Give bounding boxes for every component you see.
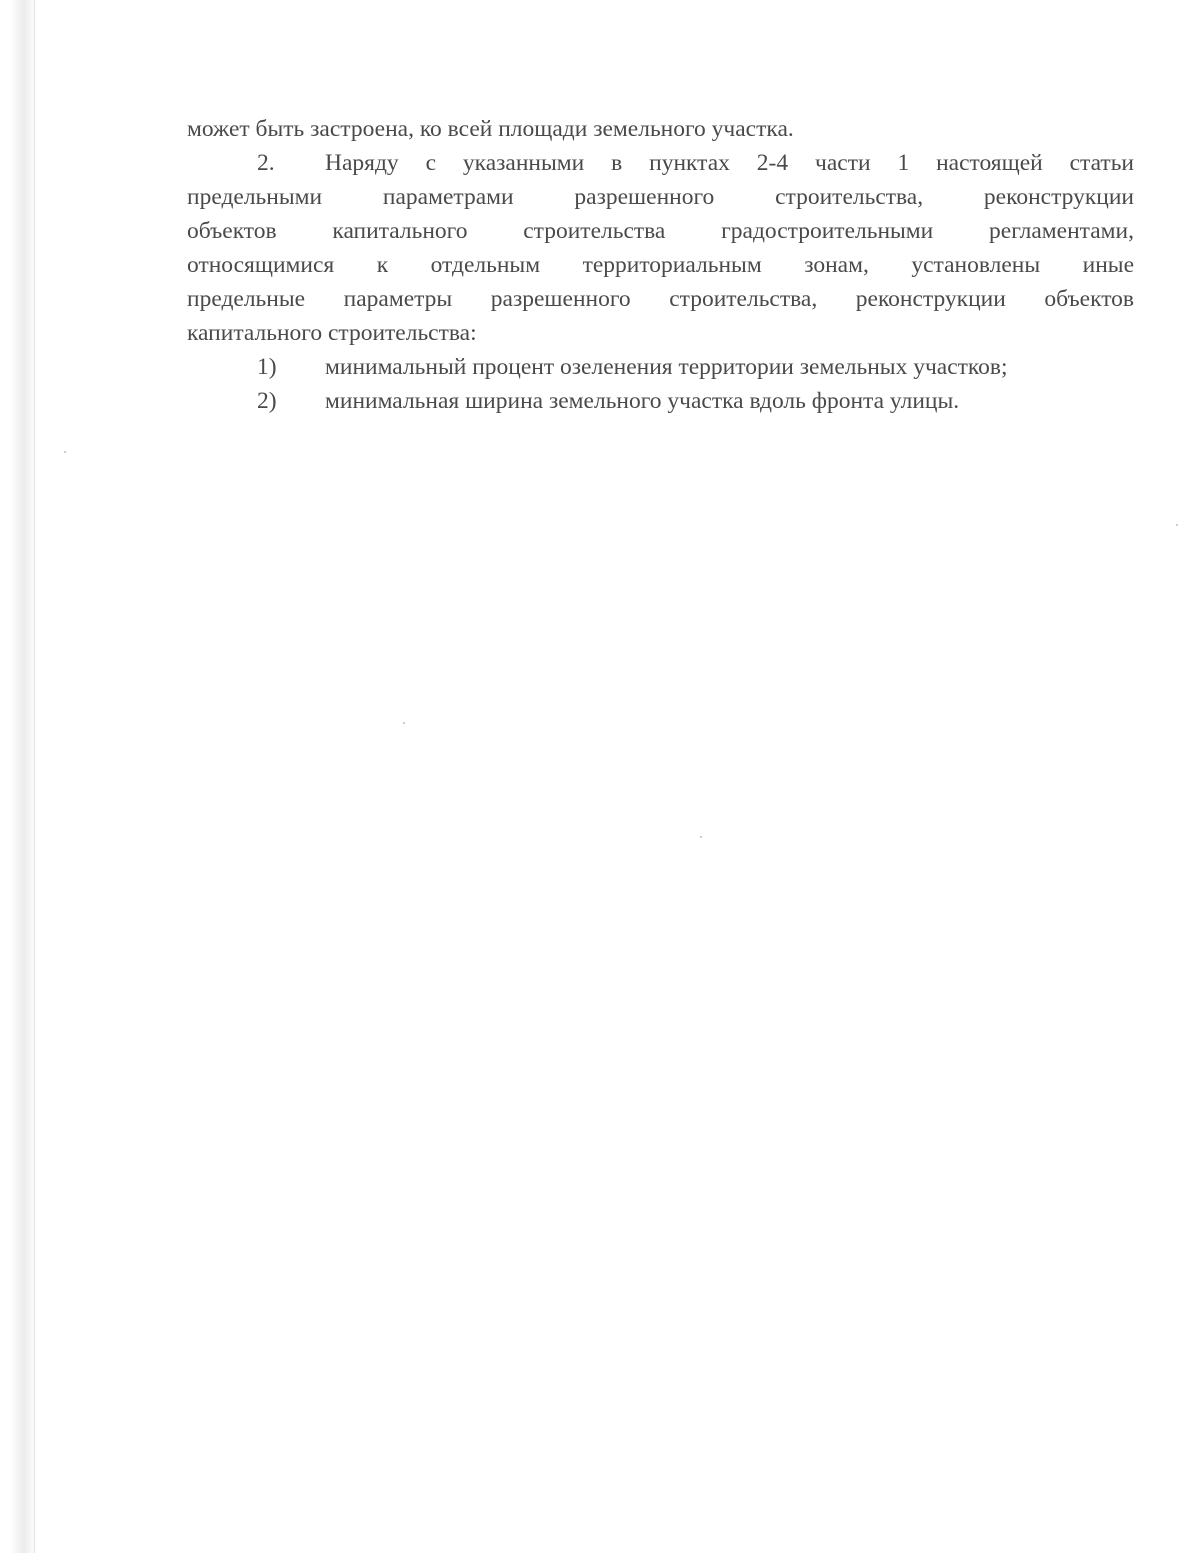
scan-speck (1176, 524, 1178, 526)
paragraph-text-line: Наряду с указанными в пунктах 2-4 части 1 настоящей статьи (325, 150, 1134, 176)
document-page (187, 112, 1134, 418)
paragraph-text-line: капитального строительства: (187, 320, 477, 346)
list-item-text: минимальная ширина земельного участка вдоль фронта улицы. (325, 388, 960, 414)
paragraph-text-line: относящимися к отдельным территориальным зонам, установлены иные (187, 252, 1134, 278)
scan-margin-shadow (10, 0, 36, 1553)
scan-speck (700, 836, 702, 838)
paragraph-text-line: предельными параметрами разрешенного строительства, реконструкции (187, 184, 1134, 210)
list-item (187, 350, 1134, 384)
scan-speck (403, 722, 405, 724)
paragraph-number: 2. (257, 150, 275, 176)
scan-speck (64, 451, 66, 453)
paragraph-text-line: объектов капитального строительства градостроительными регламентами, (187, 218, 1134, 244)
list-item (187, 384, 1134, 418)
paragraph-2-first-line (187, 146, 1134, 180)
continuation-line: может быть застроена, ко всей площади земельного участка. (187, 116, 794, 142)
paragraph-text-line: предельные параметры разрешенного строительства, реконструкции объектов (187, 286, 1134, 312)
list-marker: 1) (257, 354, 277, 380)
list-item-text: минимальный процент озеленения территории земельных участков; (325, 354, 1008, 380)
list-marker: 2) (257, 388, 277, 414)
scan-margin-line (34, 0, 35, 1553)
